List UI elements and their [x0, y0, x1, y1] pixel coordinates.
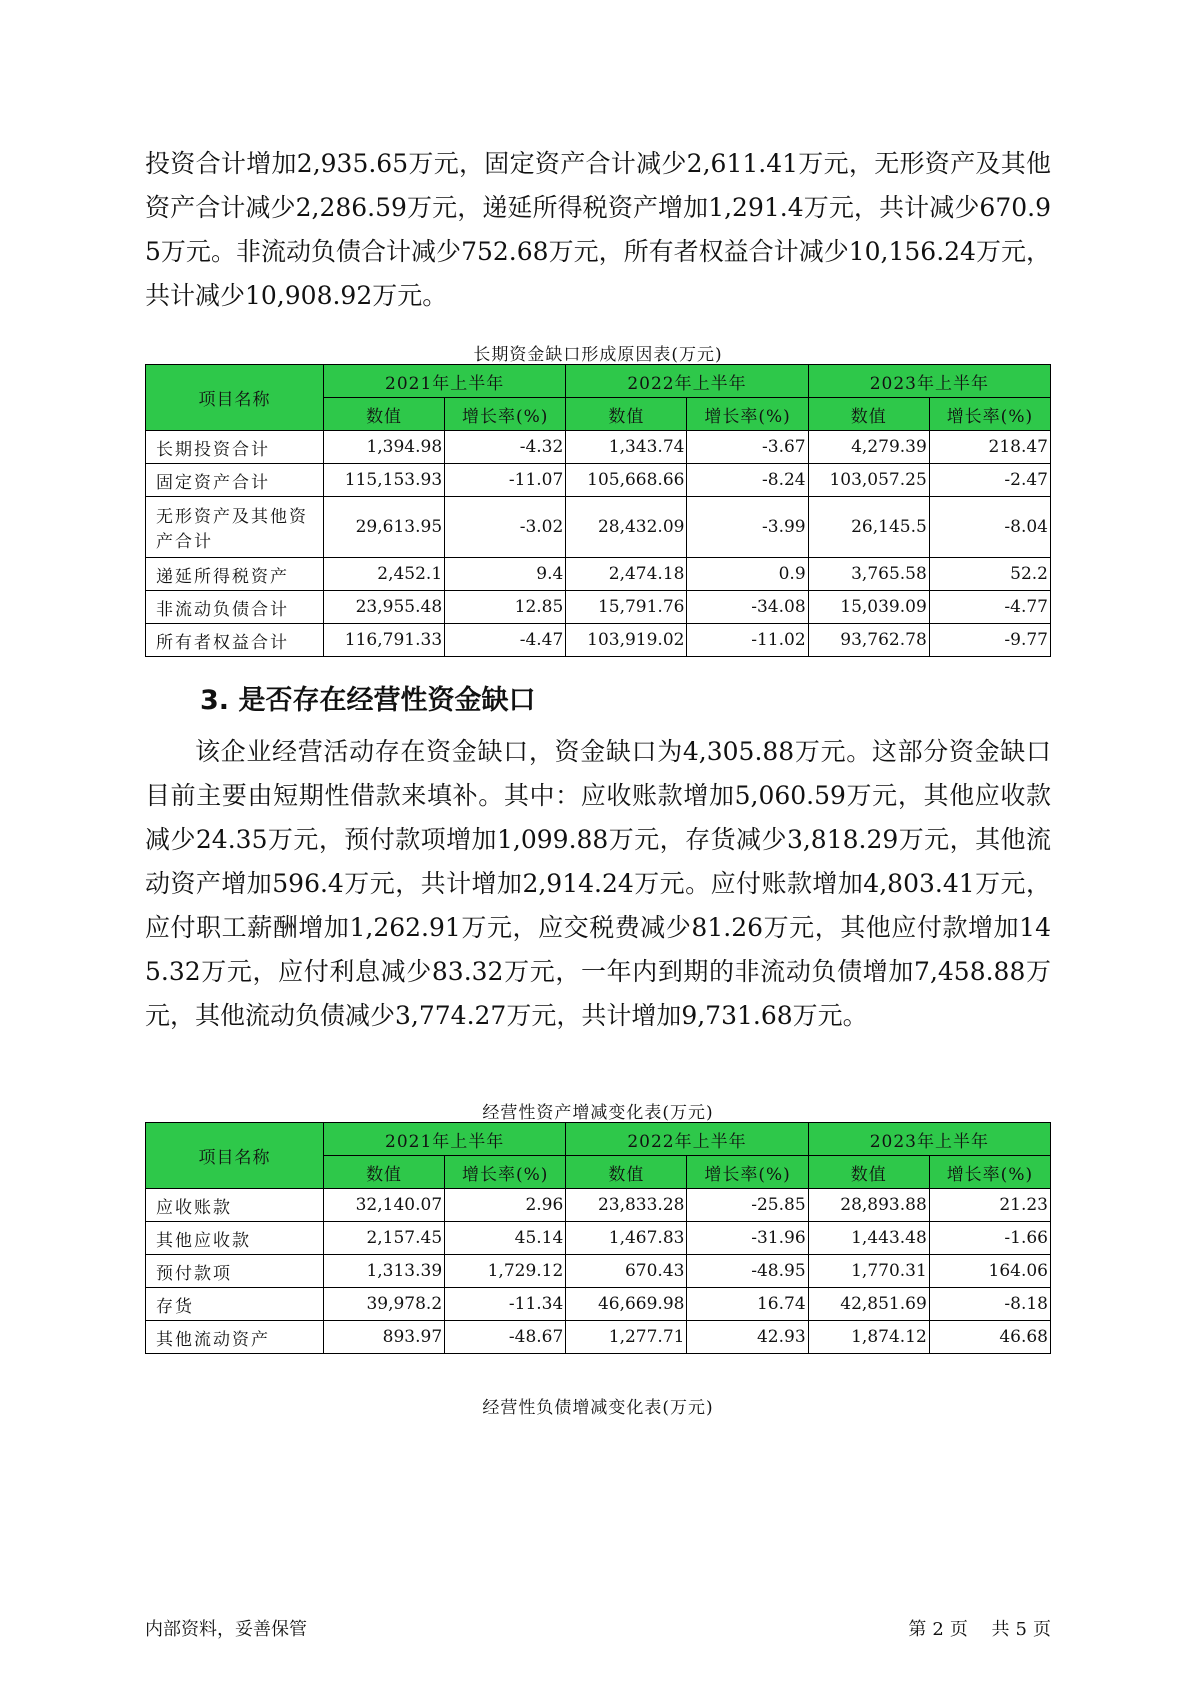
row-label: 非流动负债合计: [146, 591, 324, 624]
cell-growth-rate: 9.4: [445, 558, 566, 591]
row-label: 其他流动资产: [146, 1321, 324, 1354]
cell-value: 26,145.5: [808, 497, 929, 558]
header-value: 数值: [323, 398, 444, 431]
cell-value: 103,057.25: [808, 464, 929, 497]
cell-growth-rate: 21.23: [929, 1189, 1050, 1222]
header-item-name: 项目名称: [146, 365, 324, 431]
cell-value: 2,474.18: [566, 558, 687, 591]
cell-growth-rate: -3.02: [445, 497, 566, 558]
header-value: 数值: [808, 398, 929, 431]
cell-growth-rate: 45.14: [445, 1222, 566, 1255]
table3-caption: 经营性负债增减变化表(万元): [482, 1398, 714, 1418]
cell-growth-rate: -3.99: [687, 497, 808, 558]
cell-value: 2,157.45: [323, 1222, 444, 1255]
cell-value: 1,277.71: [566, 1321, 687, 1354]
paragraph-long-term-summary: 投资合计增加2,935.65万元，固定资产合计减少2,611.41万元，无形资产及其他资产合计减少2,286.59万元，递延所得税资产增加1,291.4万元，共计减少670.95万元。非流动负债合计减少752.68万元，所有者权益合计减少10,156.24万元，共计减少10,908.92万元。: [145, 149, 1051, 310]
operating-assets-table: [145, 1122, 1051, 1354]
cell-growth-rate: 46.68: [929, 1321, 1050, 1354]
table-row: [146, 431, 1051, 464]
cell-value: 893.97: [323, 1321, 444, 1354]
cell-growth-rate: -11.34: [445, 1288, 566, 1321]
header-growth: 增长率(%): [445, 1156, 566, 1189]
cell-value: 39,978.2: [323, 1288, 444, 1321]
paragraph-operating-gap: 该企业经营活动存在资金缺口，资金缺口为4,305.88万元。这部分资金缺口目前主要由短期性借款来填补。其中：应收账款增加5,060.59万元，其他应收款减少24.35万元，预付款项增加1,099.88万元，存货减少3,818.29万元，其他流动资产增加596.4万元，共计增加2,914.24万元。应付账款增加4,803.41万元，应付职工薪酬增加1,262.91万元，应交税费减少81.26万元，其他应付款增加145.32万元，应付利息减少83.32万元，一年内到期的非流动负债增加7,458.88万元，其他流动负债减少3,774.27万元，共计增加9,731.68万元。: [145, 737, 1051, 1030]
cell-value: 15,791.76: [566, 591, 687, 624]
header-growth: 增长率(%): [687, 1156, 808, 1189]
table-row: [146, 464, 1051, 497]
cell-value: 116,791.33: [323, 624, 444, 657]
cell-value: 32,140.07: [323, 1189, 444, 1222]
cell-value: 670.43: [566, 1255, 687, 1288]
row-label: 固定资产合计: [146, 464, 324, 497]
cell-growth-rate: -48.95: [687, 1255, 808, 1288]
cell-value: 103,919.02: [566, 624, 687, 657]
cell-growth-rate: -1.66: [929, 1222, 1050, 1255]
page-prefix: 第: [908, 1619, 927, 1640]
table-row: [146, 624, 1051, 657]
header-value: 数值: [323, 1156, 444, 1189]
table-row: [146, 1189, 1051, 1222]
cell-growth-rate: 2.96: [445, 1189, 566, 1222]
cell-growth-rate: -9.77: [929, 624, 1050, 657]
cell-value: 1,443.48: [808, 1222, 929, 1255]
cell-value: 46,669.98: [566, 1288, 687, 1321]
header-year: 2023年上半年: [808, 365, 1050, 398]
cell-growth-rate: -25.85: [687, 1189, 808, 1222]
header-value: 数值: [808, 1156, 929, 1189]
header-growth: 增长率(%): [687, 398, 808, 431]
row-label: 其他应收款: [146, 1222, 324, 1255]
page-unit: 页: [949, 1619, 968, 1640]
header-year: 2022年上半年: [566, 365, 808, 398]
cell-value: 42,851.69: [808, 1288, 929, 1321]
cell-growth-rate: -8.04: [929, 497, 1050, 558]
cell-growth-rate: -31.96: [687, 1222, 808, 1255]
row-label: 预付款项: [146, 1255, 324, 1288]
cell-growth-rate: 16.74: [687, 1288, 808, 1321]
header-value: 数值: [566, 1156, 687, 1189]
cell-growth-rate: 52.2: [929, 558, 1050, 591]
header-growth: 增长率(%): [929, 398, 1050, 431]
table-row: [146, 1222, 1051, 1255]
cell-value: 3,765.58: [808, 558, 929, 591]
total-prefix: 共: [991, 1619, 1010, 1640]
cell-growth-rate: -4.47: [445, 624, 566, 657]
cell-value: 93,762.78: [808, 624, 929, 657]
table-row: [146, 558, 1051, 591]
cell-value: 1,874.12: [808, 1321, 929, 1354]
table-row: [146, 497, 1051, 558]
cell-growth-rate: -4.77: [929, 591, 1050, 624]
cell-value: 1,313.39: [323, 1255, 444, 1288]
cell-value: 1,467.83: [566, 1222, 687, 1255]
cell-value: 4,279.39: [808, 431, 929, 464]
cell-value: 105,668.66: [566, 464, 687, 497]
row-label: 无形资产及其他资产合计: [146, 497, 324, 558]
cell-value: 2,452.1: [323, 558, 444, 591]
table2-caption: 经营性资产增减变化表(万元): [482, 1103, 714, 1123]
row-label: 长期投资合计: [146, 431, 324, 464]
cell-growth-rate: -2.47: [929, 464, 1050, 497]
row-label: 存货: [146, 1288, 324, 1321]
cell-growth-rate: 0.9: [687, 558, 808, 591]
table-row: [146, 591, 1051, 624]
cell-growth-rate: 218.47: [929, 431, 1050, 464]
cell-growth-rate: -4.32: [445, 431, 566, 464]
cell-growth-rate: -3.67: [687, 431, 808, 464]
cell-value: 1,394.98: [323, 431, 444, 464]
cell-growth-rate: -11.02: [687, 624, 808, 657]
footer-page-number: [860, 1615, 1051, 1641]
cell-growth-rate: -34.08: [687, 591, 808, 624]
cell-growth-rate: -48.67: [445, 1321, 566, 1354]
section-heading: 3. 是否存在经营性资金缺口: [200, 685, 536, 716]
row-label: 应收账款: [146, 1189, 324, 1222]
cell-growth-rate: 12.85: [445, 591, 566, 624]
cell-growth-rate: -11.07: [445, 464, 566, 497]
table-row: [146, 1255, 1051, 1288]
table-row: [146, 1321, 1051, 1354]
long-term-gap-table: [145, 364, 1051, 657]
header-growth: 增长率(%): [445, 398, 566, 431]
cell-value: 115,153.93: [323, 464, 444, 497]
cell-growth-rate: -8.24: [687, 464, 808, 497]
cell-value: 23,833.28: [566, 1189, 687, 1222]
cell-growth-rate: -8.18: [929, 1288, 1050, 1321]
cell-growth-rate: 1,729.12: [445, 1255, 566, 1288]
table1-caption: 长期资金缺口形成原因表(万元): [473, 345, 723, 365]
header-year: 2023年上半年: [808, 1123, 1050, 1156]
cell-growth-rate: 164.06: [929, 1255, 1050, 1288]
header-item-name: 项目名称: [146, 1123, 324, 1189]
cell-value: 29,613.95: [323, 497, 444, 558]
cell-value: 23,955.48: [323, 591, 444, 624]
total-unit: 页: [1033, 1619, 1051, 1640]
header-year: 2021年上半年: [323, 1123, 565, 1156]
table-row: [146, 1288, 1051, 1321]
page-current: 2: [932, 1619, 944, 1640]
row-label: 所有者权益合计: [146, 624, 324, 657]
header-year: 2021年上半年: [323, 365, 565, 398]
row-label: 递延所得税资产: [146, 558, 324, 591]
footer-confidential-note: 内部资料，妥善保管: [145, 1619, 307, 1640]
header-year: 2022年上半年: [566, 1123, 808, 1156]
header-value: 数值: [566, 398, 687, 431]
cell-value: 1,770.31: [808, 1255, 929, 1288]
header-growth: 增长率(%): [929, 1156, 1050, 1189]
cell-value: 15,039.09: [808, 591, 929, 624]
page-total: 5: [1015, 1619, 1027, 1640]
cell-value: 1,343.74: [566, 431, 687, 464]
cell-value: 28,432.09: [566, 497, 687, 558]
cell-growth-rate: 42.93: [687, 1321, 808, 1354]
cell-value: 28,893.88: [808, 1189, 929, 1222]
